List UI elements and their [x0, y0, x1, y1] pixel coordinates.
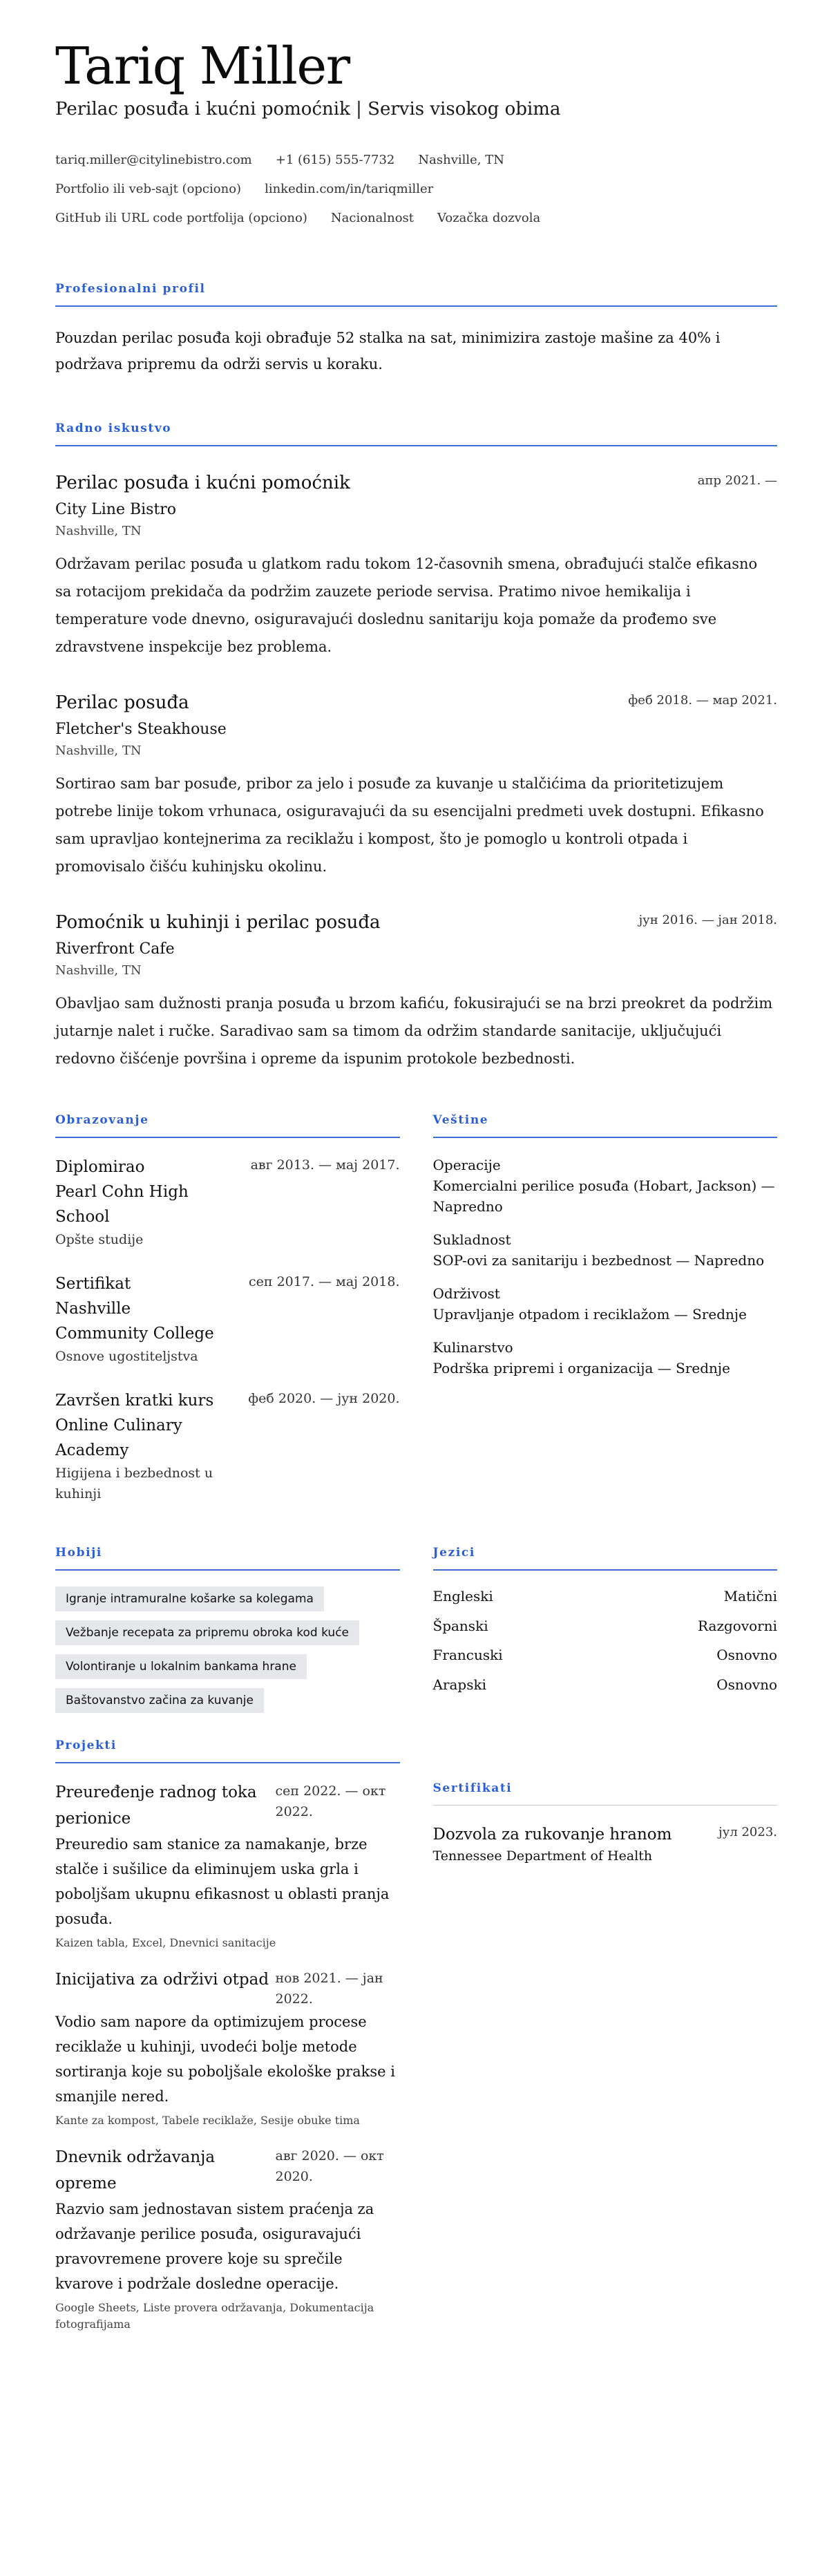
school-name: Online Culinary Academy [55, 1417, 182, 1459]
certification-list [433, 1823, 778, 1866]
project-tools: Google Sheets, Liste provera održavanja, Dokumentacija fotografijama [55, 2301, 374, 2331]
right-column [433, 1544, 778, 2333]
candidate-name: Tariq Miller [55, 37, 350, 96]
field-of-study: Osnove ugostiteljstva [55, 1349, 198, 1364]
job-header [55, 691, 777, 714]
project-entry [55, 1967, 400, 2129]
project-dates: авг 2020. — окт 2020. [275, 2148, 384, 2184]
language-row [433, 1640, 778, 1670]
certification-entry [433, 1823, 778, 1866]
project-title: Dnevnik održavanja opreme [55, 2148, 216, 2193]
section-heading-projects: Projekti [55, 1737, 400, 1763]
job-description: Obavljao sam dužnosti pranja posuđa u brzom kafiću, fokusirajući se na brzi preokret da podržim jutarnje nalet i ručke. Saradivao sam sa timom da održim standarde sanitacije, uključujući redovno čišćenje površina i opreme da ispunim protokole bezbednosti. [55, 995, 773, 1067]
left-column [55, 1544, 400, 2333]
nationality: Nacionalnost [330, 211, 414, 225]
skill-detail: Upravljanje otpadom i reciklažom — Srednje [432, 1306, 747, 1323]
job-location: Nashville, TN [55, 524, 142, 538]
language-row [433, 1582, 778, 1611]
job-description: Održavam perilac posuđa u glatkom radu tokom 12-časovnih smena, obrađujući stalče efikasno sa rotacijom prekidača da podržim zauzete periode servisa. Pratimo nivoe hemikalija i temperature vode dnevno, osiguravajući doslednu sanitariju koja pomaže da prođemo sve zdravstvene inspekcije bez problema. [55, 556, 758, 655]
skill-detail: SOP-ovi za sanitariju i bezbednost — Napredno [432, 1252, 765, 1269]
section-heading-education: Obrazovanje [55, 1112, 400, 1138]
job-dates: јун 2016. — јан 2018. [638, 913, 777, 927]
skill-category: Održivost [432, 1285, 500, 1302]
skills-list [433, 1155, 778, 1379]
skill-group [433, 1155, 778, 1217]
school-name: Pearl Cohn High School [55, 1183, 189, 1226]
degree: Završen kratki kurs [55, 1392, 214, 1410]
project-dates: сеп 2022. — окт 2022. [275, 1783, 386, 1819]
job-description: Sortirao sam bar posuđe, pribor za jelo i posuđe za kuvanje u stalčićima da prioritetizujem potrebe linije tokom vrhunaca, osiguravajući da su esencijalni predmeti uvek dostupni. Efikasno sam upravljao kontejnerima za reciklažu i kompost, što je pomoglo u kontroli otpada i promovisalo čišću kuhinjsku okolinu. [55, 775, 764, 875]
project-title: Inicijativa za održivi otpad [55, 1971, 269, 1989]
education-list [55, 1155, 400, 1504]
education-header [55, 1155, 400, 1229]
education-header [55, 1388, 400, 1463]
two-column-row [55, 1112, 777, 1504]
project-description: Vodio sam napore da optimizujem procese reciklaže u kuhinji, uvodeći bolje metode sortiranja koje su poboljšale ekološke prakse i smanjile nered. [55, 2014, 395, 2105]
company-name: City Line Bistro [55, 501, 177, 518]
hobby-tag: Igranje intramuralne košarke sa kolegama [55, 1587, 324, 1611]
two-column-row [55, 1544, 777, 2333]
education-entry [55, 1155, 400, 1250]
hobby-tags [55, 1587, 400, 1713]
skills-section [433, 1112, 778, 1504]
experience-list [55, 471, 777, 1072]
education-title [55, 1155, 214, 1229]
project-list [55, 1779, 400, 2333]
contact-line [55, 204, 777, 233]
education-dates: феб 2020. — јун 2020. [248, 1391, 400, 1406]
degree: Sertifikat [55, 1275, 131, 1293]
skill-category: Kulinarstvo [432, 1339, 513, 1356]
drivers-license: Vozačka dozvola [437, 211, 541, 225]
skill-group [433, 1283, 778, 1325]
job-location: Nashville, TN [55, 744, 142, 758]
skill-category: Operacije [432, 1157, 501, 1173]
job-entry [55, 691, 777, 880]
certification-header [433, 1823, 778, 1846]
job-dates: апр 2021. — [697, 473, 777, 488]
certification-title: Dozvola za rukovanje hranom [432, 1826, 672, 1844]
certification-issuer: Tennessee Department of Health [432, 1848, 653, 1864]
section-heading-hobbies: Hobiji [55, 1544, 400, 1571]
project-tools: Kante za kompost, Tabele reciklaže, Sesije obuke tima [55, 2114, 360, 2127]
job-title: Perilac posuđa [55, 692, 189, 713]
education-title [55, 1388, 214, 1463]
education-title [55, 1271, 214, 1346]
location: Nashville, TN [418, 153, 504, 167]
project-description: Preuredio sam stanice za namakanje, brze stalče i sušilice da eliminujem uska grla i poboljšam ukupnu efikasnost u oblasti pranja posuđa. [55, 1836, 390, 1927]
field-of-study: Higijena i bezbednost u kuhinji [55, 1466, 213, 1502]
company-name: Riverfront Cafe [55, 940, 175, 958]
phone: +1 (615) 555-7732 [275, 153, 395, 167]
skill-group [433, 1229, 778, 1271]
email-link[interactable]: tariq.miller@citylinebistro.com [55, 153, 252, 167]
language-name: Španski [432, 1617, 488, 1634]
language-level: Matični [723, 1588, 777, 1604]
section-heading-certifications: Sertifikati [433, 1780, 778, 1806]
github-link[interactable]: GitHub ili URL code portfolija (opciono) [55, 211, 307, 225]
company-name: Fletcher's Steakhouse [55, 721, 227, 738]
contact-info [55, 146, 777, 233]
language-row [433, 1670, 778, 1700]
language-level: Osnovno [716, 1676, 777, 1693]
hobby-tag: Baštovanstvo začina za kuvanje [55, 1688, 264, 1713]
portfolio-link[interactable]: Portfolio ili veb-sajt (opciono) [55, 182, 242, 196]
job-entry [55, 471, 777, 661]
project-header [55, 1967, 400, 2009]
project-header [55, 2144, 400, 2197]
language-row [433, 1611, 778, 1641]
section-heading-experience: Radno iskustvo [55, 420, 777, 446]
profile-summary: Pouzdan perilac posuđa koji obrađuje 52 stalka na sat, minimizira zastoje mašine za 40% i podržava pripremu da održi servis u koraku. [55, 330, 721, 372]
section-heading-languages: Jezici [433, 1544, 778, 1571]
job-dates: феб 2018. — мар 2021. [628, 693, 777, 708]
language-level: Osnovno [716, 1647, 777, 1663]
project-entry [55, 2144, 400, 2333]
education-dates: авг 2013. — мај 2017. [250, 1157, 400, 1173]
field-of-study: Opšte studije [55, 1232, 144, 1247]
school-name: Nashville Community College [55, 1300, 214, 1343]
job-header [55, 911, 777, 934]
certification-date: јул 2023. [718, 1825, 777, 1839]
section-heading-skills: Veštine [433, 1112, 778, 1138]
skill-category: Sukladnost [432, 1231, 511, 1248]
education-entry [55, 1271, 400, 1367]
skill-detail: Podrška pripremi i organizacija — Srednje [432, 1360, 730, 1376]
contact-line [55, 175, 777, 204]
project-dates: нов 2021. — јан 2022. [275, 1971, 383, 2007]
skill-detail: Komercialni perilice posuđa (Hobart, Jackson) — Napredno [432, 1177, 775, 1215]
job-header [55, 471, 777, 495]
job-entry [55, 911, 777, 1072]
skill-group [433, 1337, 778, 1379]
language-name: Engleski [432, 1588, 493, 1604]
project-description: Razvio sam jednostavan sistem praćenja za održavanje perilice posuđa, osiguravajući pravovremene provere koje su sprečile kvarove i podržale dosledne operacije. [55, 2201, 374, 2292]
project-tools: Kaizen tabla, Excel, Dnevnici sanitacije [55, 1936, 276, 1949]
language-list [433, 1582, 778, 1699]
linkedin-link[interactable]: linkedin.com/in/tariqmiller [265, 182, 434, 196]
job-title: Perilac posuđa i kućni pomoćnik [55, 473, 350, 493]
contact-line [55, 146, 777, 175]
education-dates: сеп 2017. — мај 2018. [249, 1274, 400, 1289]
job-title: Pomoćnik u kuhinji i perilac posuđa [55, 912, 381, 933]
education-entry [55, 1388, 400, 1504]
hobby-tag: Volontiranje u lokalnim bankama hrane [55, 1654, 307, 1679]
degree: Diplomirao [55, 1158, 145, 1176]
job-location: Nashville, TN [55, 963, 142, 978]
project-entry [55, 1779, 400, 1951]
project-header [55, 1779, 400, 1832]
language-name: Arapski [432, 1676, 487, 1693]
language-level: Razgovorni [698, 1617, 777, 1634]
candidate-title: Perilac posuđa i kućni pomoćnik | Servis visokog obima [55, 99, 561, 120]
section-heading-profile: Profesionalni profil [55, 281, 777, 307]
hobby-tag: Vežbanje recepata za pripremu obroka kod kuće [55, 1620, 359, 1645]
education-section [55, 1112, 400, 1504]
project-title: Preuređenje radnog toka perionice [55, 1783, 257, 1828]
language-name: Francuski [432, 1647, 503, 1663]
education-header [55, 1271, 400, 1346]
